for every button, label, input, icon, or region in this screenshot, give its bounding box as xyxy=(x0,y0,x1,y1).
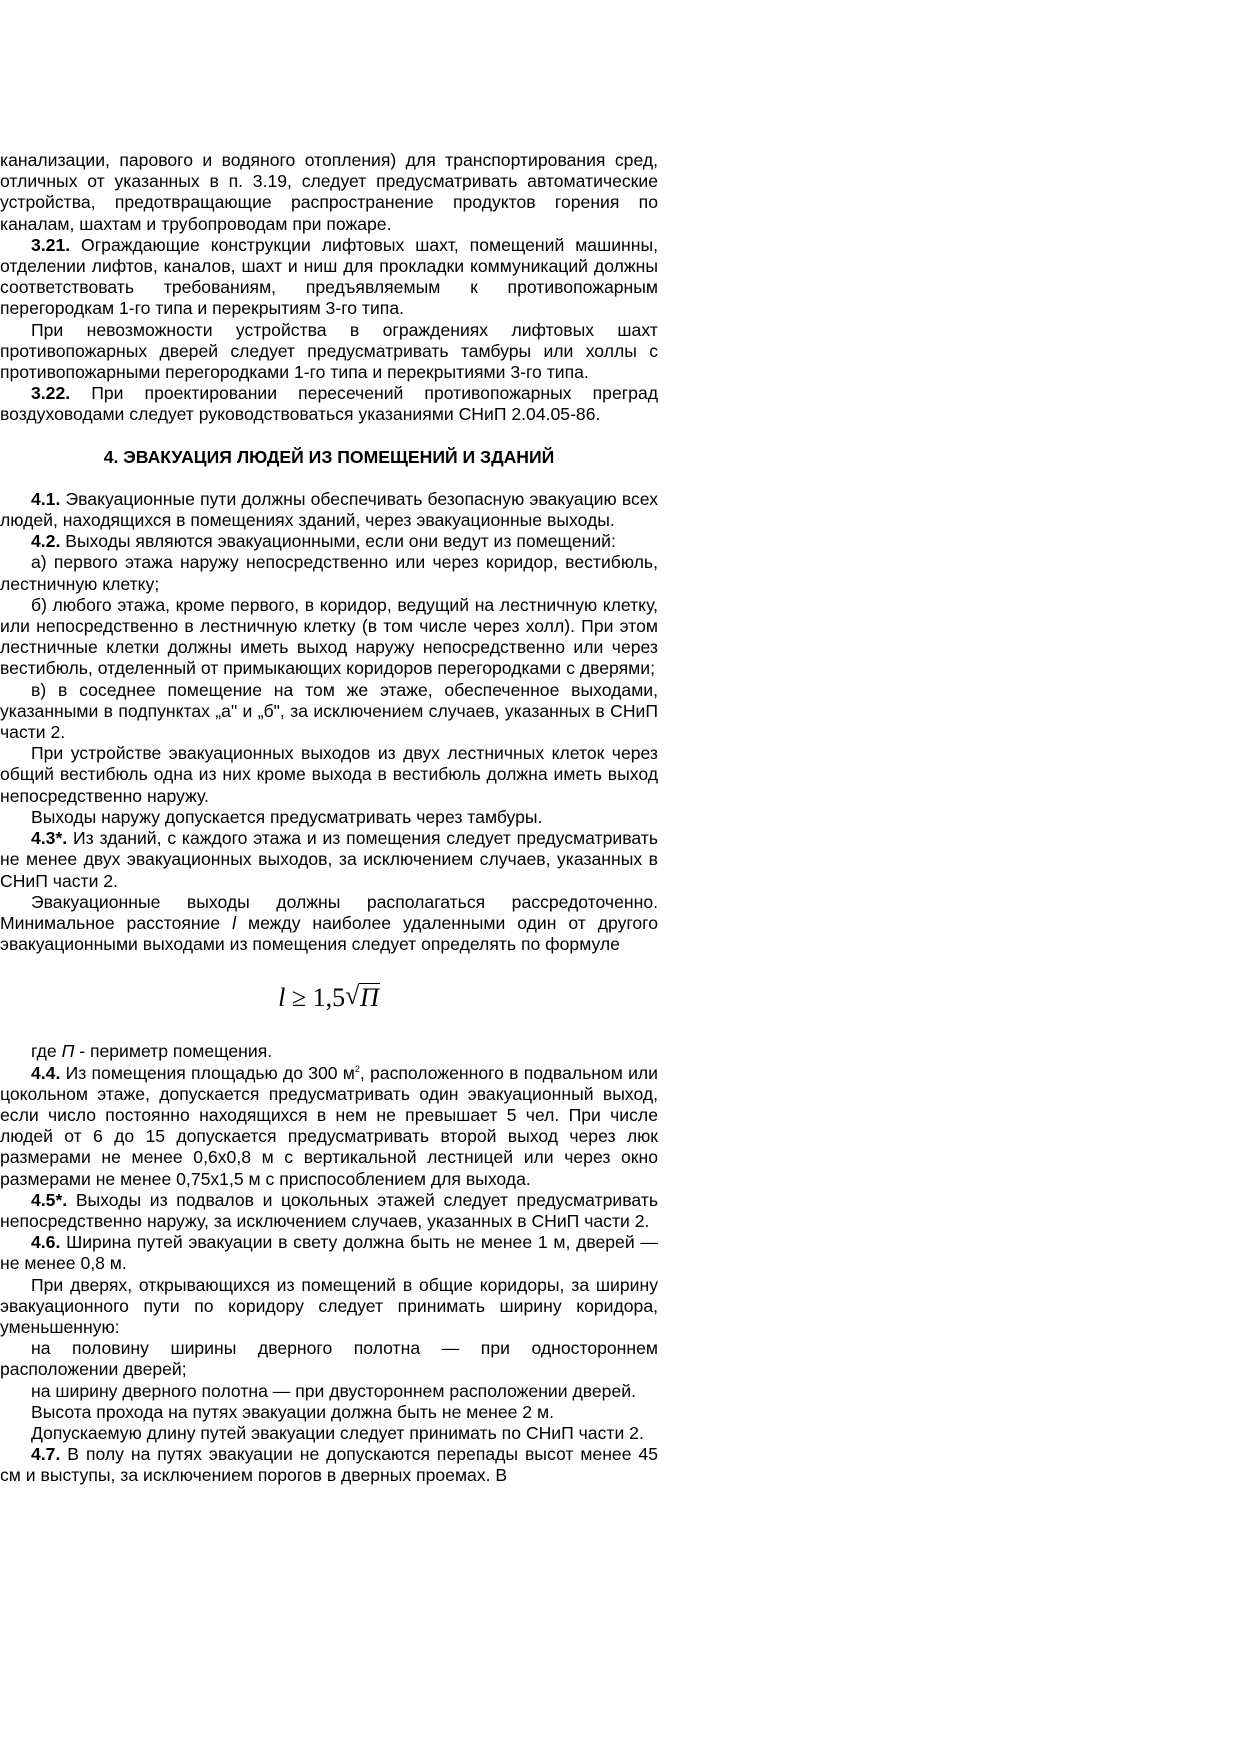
formula-where: где П - периметр помещения. xyxy=(31,1041,273,1062)
radical-sign-icon: √ xyxy=(345,981,360,1011)
clause-number: 4.5*. xyxy=(31,1189,68,1210)
paragraph: Высота прохода на путях эвакуации должна быть не менее 2 м. xyxy=(31,1401,554,1422)
paragraph-3-21: 3.21. Ограждающие конструкции лифтовых шахт, помещений машинны, отделении лифтов, каналов, шахт и ниш для прокладки коммуникаций должны соответствовать требованиям, предъявляемым к противопожарным перегородкам 1-го типа и перекрытиям 3-го типа. xyxy=(0,234,658,319)
clause-number: 3.21. xyxy=(31,234,71,255)
paragraph: Выходы наружу допускается предусматривать через тамбуры. xyxy=(31,806,543,827)
paragraph: на половину ширины дверного полотна — при одностороннем расположении дверей; xyxy=(0,1338,658,1380)
variable-l: l xyxy=(232,912,237,933)
clause-number: 3.22. xyxy=(31,383,71,404)
section-heading: 4. ЭВАКУАЦИЯ ЛЮДЕЙ ИЗ ПОМЕЩЕНИЙ И ЗДАНИЙ xyxy=(103,446,555,467)
square-root xyxy=(345,955,380,1041)
clause-number: 4.2. xyxy=(31,531,61,552)
paragraph-4-3: 4.3*. Из зданий, с каждого этажа и из помещения следует предусматривать не менее двух эвакуационных выходов, за исключением случаев, указанных в СНиП части 2. xyxy=(0,828,658,891)
list-item-b: б) любого этажа, кроме первого, в коридор, ведущий на лестничную клетку, или непосредственно в лестничную клетку (в том числе через холл). При этом лестничные клетки должны иметь выход наружу непосредственно или через вестибюль, отделенный от примыкающих коридоров перегородками с дверями; xyxy=(0,594,658,679)
paragraph-4-7: 4.7. В полу на путях эвакуации не допускаются перепады высот менее 45 см и выступы, за исключением порогов в дверных проемах. В xyxy=(0,1444,658,1486)
formula-relation: ≥ 1,5 xyxy=(285,983,346,1013)
paragraph-4-2: 4.2. Выходы являются эвакуационными, если они ведут из помещений: xyxy=(31,531,616,552)
radicand: П xyxy=(360,983,379,1013)
variable-p: П xyxy=(61,1041,75,1062)
document-page xyxy=(0,150,658,1487)
paragraph: на ширину дверного полотна — при двустороннем расположении дверей. xyxy=(31,1380,636,1401)
paragraph: При устройстве эвакуационных выходов из двух лестничных клеток через общий вестибюль одна из них кроме выхода в вестибюль должна иметь выход непосредственно наружу. xyxy=(0,743,658,806)
paragraph: При дверях, открывающихся из помещений в общие коридоры, за ширину эвакуационного пути по коридору следует принимать ширину коридора, уменьшенную: xyxy=(0,1274,658,1337)
paragraph-4-1: 4.1. Эвакуационные пути должны обеспечивать безопасную эвакуацию всех людей, находящихся в помещениях зданий, через эвакуационные выходы. xyxy=(0,488,658,531)
clause-number: 4.7. xyxy=(31,1444,61,1465)
clause-number: 4.6. xyxy=(31,1232,61,1253)
paragraph-4-6: 4.6. Ширина путей эвакуации в свету должна быть не менее 1 м, дверей — не менее 0,8 м. xyxy=(0,1232,658,1274)
formula xyxy=(0,955,658,1041)
list-item-v: в) в соседнее помещение на том же этаже, обеспеченное выходами, указанными в подпунктах „а" и „б", за исключением случаев, указанных в СНиП части 2. xyxy=(0,679,658,743)
paragraph-3-22: 3.22. При проектировании пересечений противопожарных преград воздуховодами следует руководствоваться указаниями СНиП 2.04.05-86. xyxy=(0,383,658,425)
list-item-a: а) первого этажа наружу непосредственно или через коридор, вестибюль, лестничную клетку; xyxy=(0,552,658,594)
paragraph-4-5: 4.5*. Выходы из подвалов и цокольных этажей следует предусматривать непосредственно наружу, за исключением случаев, указанных в СНиП части 2. xyxy=(0,1189,658,1231)
clause-number: 4.4. xyxy=(31,1062,61,1083)
paragraph-4-4: 4.4. Из помещения площадью до 300 $м^2$, расположенного в подвальном или цокольном этаже, допускается предусматривать один эвакуационный выход, если число постоянно находящихся в нем не превышает 5 чел. При числе людей от 6 до 15 допускается предусматривать второй выход через люк размерами не менее 0,6х0,8 м с вертикальной лестницей или через окно размерами не менее 0,75х1,5 м с приспособлением для выхода. xyxy=(0,1062,659,1189)
paragraph: При невозможности устройства в ограждениях лифтовых шахт противопожарных дверей следует предусматривать тамбуры или холлы с противопожарными перегородками 1-го типа и перекрытиями 3-го типа. xyxy=(0,319,658,383)
clause-number: 4.3*. xyxy=(31,828,68,849)
formula-lhs: l xyxy=(278,983,286,1013)
paragraph-formula-intro: Эвакуационные выходы должны располагаться рассредоточенно. Минимальное расстояние l между наиболее удаленными один от другого эвакуационными выходами из помещения следует определять по формуле xyxy=(0,891,658,955)
paragraph: канализации, парового и водяного отопления) для транспортирования сред, отличных от указанных в п. 3.19, следует предусматривать автоматические устройства, предотвращающие распространение продуктов горения по каналам, шахтам и трубопроводам при пожаре. xyxy=(0,150,658,234)
paragraph: Допускаемую длину путей эвакуации следует принимать по СНиП части 2. xyxy=(31,1422,644,1443)
clause-number: 4.1. xyxy=(31,488,61,509)
superscript: 2 xyxy=(354,1063,360,1074)
